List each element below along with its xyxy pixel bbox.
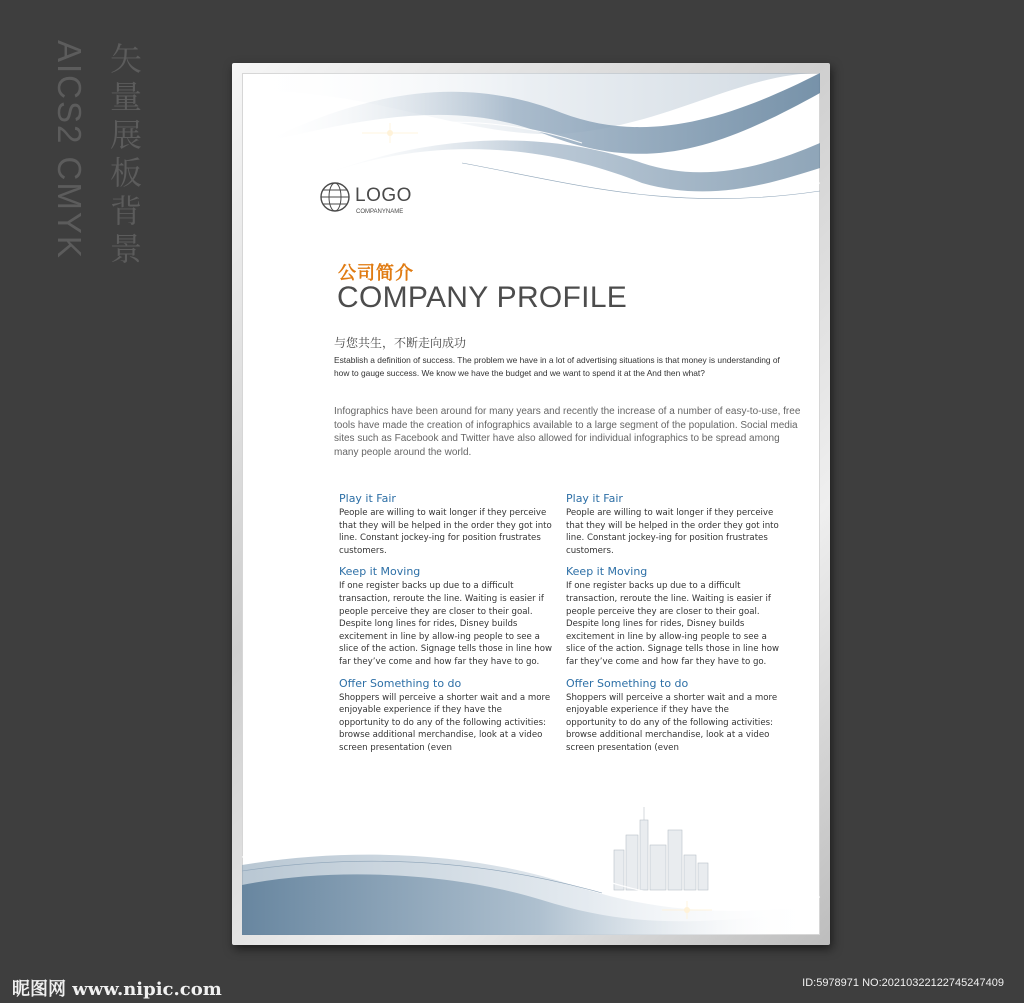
city-skyline-icon xyxy=(614,807,708,890)
section-title: Offer Something to do xyxy=(339,676,462,690)
right-column xyxy=(566,492,781,763)
section-text: If one register backs up due to a difficult transaction, reroute the line. Waiting is easier if people perceive they are closer to their goal. Despite long lines for rides, Disney builds excitement in line by allow-ing people to see a slice of the action. Signage tells those in line how far they’ve come and how far they have to go. xyxy=(566,581,779,667)
side-label-en: AICS2 CMYK xyxy=(51,40,88,260)
section-title: Play it Fair xyxy=(566,492,623,505)
section xyxy=(339,677,554,755)
section-text: People are willing to wait longer if they perceive that they will be helped in the order they got into line. Constant jockey-ing for position frustrates customers. xyxy=(566,508,779,556)
intro-paragraph: Establish a definition of success. The problem we have in a lot of advertising situations is that money is understanding of how to gauge success. We know we have the budget and we want to spend it at the And then what? xyxy=(334,355,780,378)
globe-icon xyxy=(319,181,351,213)
section-title: Play it Fair xyxy=(339,492,396,505)
watermark-id: ID:5978971 NO:20210322122745247409 xyxy=(802,977,1004,989)
left-column xyxy=(339,492,554,763)
side-label-svg xyxy=(48,38,143,278)
section-text: Shoppers will perceive a shorter wait and a more enjoyable experience if they have the opportunity to do any of the following activities: browse additional merchandise, look at a video screen presentation (even xyxy=(339,692,551,753)
title-english: COMPANY PROFILE xyxy=(337,281,628,314)
company-logo xyxy=(319,181,439,221)
logo-text: LOGO xyxy=(355,185,412,206)
title-chinese: 公司简介 xyxy=(338,263,414,284)
section xyxy=(566,492,781,557)
watermark-site: 昵图网 www.nipic.com xyxy=(12,979,222,1000)
section-title: Keep it Moving xyxy=(566,565,648,579)
section-text: If one register backs up due to a difficult transaction, reroute the line. Waiting is easier if people perceive they are closer to their goal. Despite long lines for rides, Disney builds excitement in line by allow-ing people to see a slice of the action. Signage tells those in line how far they’ve come and how far they have to go. xyxy=(339,581,552,667)
section xyxy=(339,492,554,557)
poster-frame xyxy=(232,63,830,945)
section xyxy=(566,565,781,668)
logo-company-name: COMPANYNAME xyxy=(356,209,404,215)
side-vertical-label xyxy=(48,38,143,278)
section-title: Offer Something to do xyxy=(566,676,689,690)
side-label-cn-char: 板 xyxy=(110,154,143,192)
section-text: People are willing to wait longer if they perceive that they will be helped in the order they got into line. Constant jockey-ing for position frustrates customers. xyxy=(339,508,552,556)
side-label-cn-char: 量 xyxy=(110,78,143,116)
poster-panel xyxy=(242,73,820,935)
side-label-cn-char: 背 xyxy=(110,192,143,230)
section-text: Shoppers will perceive a shorter wait and a more enjoyable experience if they have the opportunity to do any of the following activities: browse additional merchandise, look at a video screen presentation (even xyxy=(566,692,778,753)
side-label-cn-char: 矢 xyxy=(110,40,143,78)
slogan: 与您共生，不断走向成功 xyxy=(334,336,467,350)
bottom-wave-decoration xyxy=(242,805,820,935)
section xyxy=(566,677,781,755)
body-paragraph: Infographics have been around for many years and recently the increase of a number of easy-to-use, free tools have made the creation of infographics available to a large segment of the population. Social media sites such as Facebook and Twitter have also allowed for individual infographics to be spread among many people around the world. xyxy=(334,406,801,458)
section xyxy=(339,565,554,668)
side-label-cn-char: 展 xyxy=(110,116,143,154)
side-label-cn-char: 景 xyxy=(110,230,143,268)
section-title: Keep it Moving xyxy=(339,565,421,579)
